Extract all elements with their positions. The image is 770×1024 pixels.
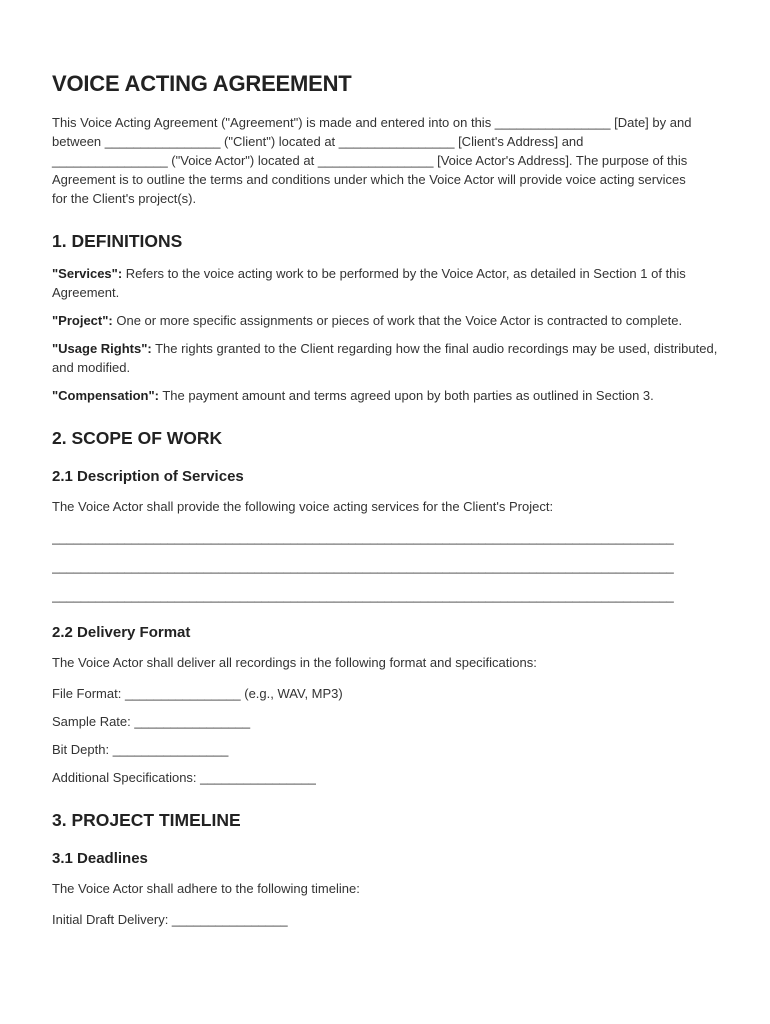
delivery-text: The Voice Actor shall deliver all recordings in the following format and specifications: (52, 655, 537, 670)
definition-text: One or more specific assignments or pieces of work that the Voice Actor is contracted to complete. (112, 313, 683, 328)
file-format-field: File Format: ________________ (e.g., WAV, MP3) (52, 686, 343, 701)
description-heading: 2.1 Description of Services (52, 468, 244, 485)
definition-item (52, 386, 720, 405)
document-page (52, 70, 720, 938)
definition-text: Refers to the voice acting work to be performed by the Voice Actor, as detailed in Section 1 of this Agreement. (52, 266, 686, 300)
intro-paragraph: This Voice Acting Agreement ("Agreement") is made and entered into on this ________________ [Date] by and between ________________ ("Client") located at ________________ [Client's Address] and ________________ ("Voice Actor") located at ________________ [Voice Actor's Address]. The purpose of this Agreement is to outline the terms and conditions under which the Voice Actor will provide voice acting services for the Client's project(s). (52, 115, 692, 206)
deadlines-heading: 3.1 Deadlines (52, 850, 148, 867)
definition-term: "Services": (52, 266, 123, 281)
sample-rate-field: Sample Rate: ________________ (52, 714, 251, 729)
definition-term: "Compensation": (52, 388, 159, 403)
document-title: VOICE ACTING AGREEMENT (52, 71, 352, 96)
definition-term: "Usage Rights": (52, 341, 152, 356)
blank-line: ______________________________________________________________________________________ (52, 588, 674, 603)
additional-specs-field: Additional Specifications: ________________ (52, 770, 316, 785)
definitions-heading: 1. DEFINITIONS (52, 231, 183, 251)
deadlines-text: The Voice Actor shall adhere to the following timeline: (52, 881, 360, 896)
definition-item (52, 311, 720, 330)
delivery-heading: 2.2 Delivery Format (52, 624, 191, 641)
definition-item (52, 264, 720, 302)
definition-term: "Project": (52, 313, 113, 328)
blank-line: ______________________________________________________________________________________ (52, 559, 674, 574)
bit-depth-field: Bit Depth: ________________ (52, 742, 229, 757)
initial-draft-field: Initial Draft Delivery: ________________ (52, 912, 288, 927)
description-text: The Voice Actor shall provide the following voice acting services for the Client's Project: (52, 499, 554, 514)
scope-heading: 2. SCOPE OF WORK (52, 428, 223, 448)
timeline-heading: 3. PROJECT TIMELINE (52, 810, 241, 830)
blank-line: ______________________________________________________________________________________ (52, 530, 674, 545)
definition-text: The rights granted to the Client regarding how the final audio recordings may be used, distributed, and modified. (52, 341, 718, 375)
definition-text: The payment amount and terms agreed upon by both parties as outlined in Section 3. (158, 388, 654, 403)
definition-item (52, 339, 720, 377)
